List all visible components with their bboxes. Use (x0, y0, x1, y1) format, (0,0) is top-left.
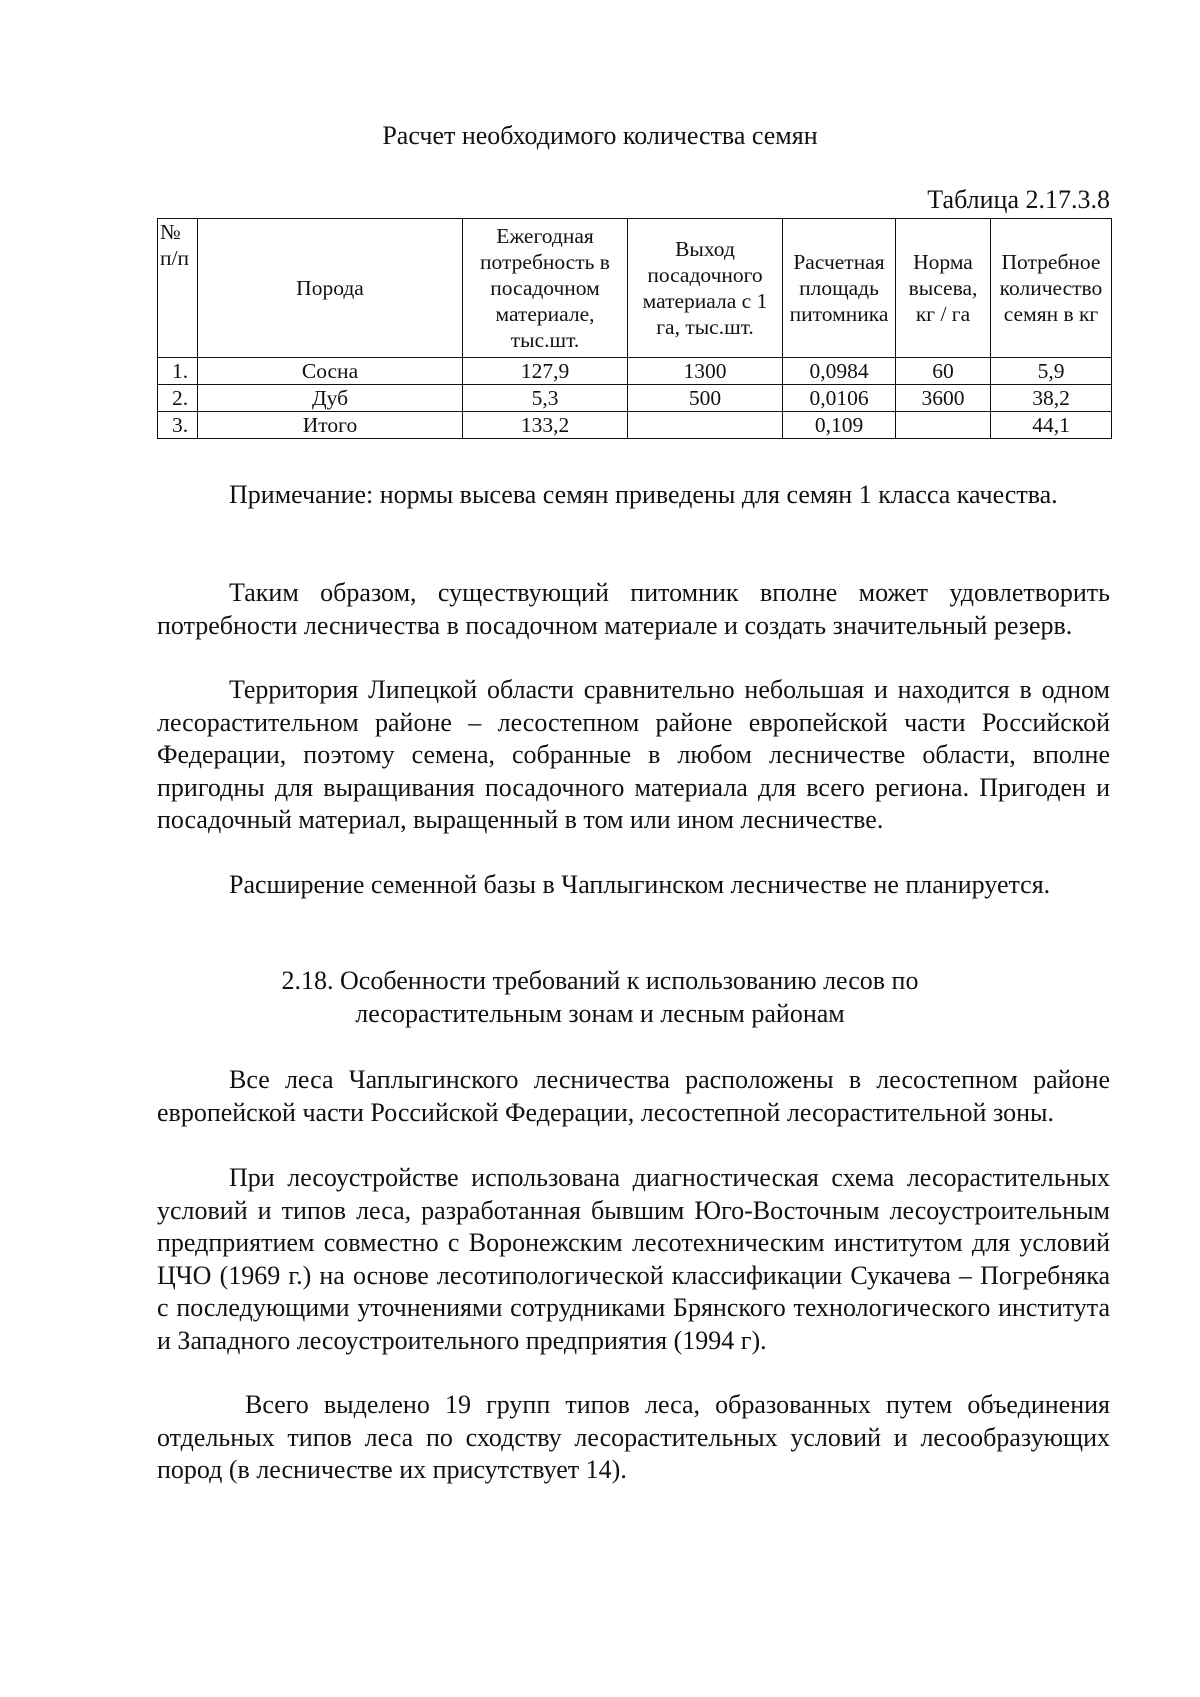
cell-seed-amount: 38,2 (991, 385, 1112, 412)
cell-number: 1. (158, 358, 198, 385)
table-row (158, 385, 1112, 412)
table-row (158, 412, 1112, 439)
cell-nursery-area: 0,109 (783, 412, 896, 439)
cell-number: 2. (158, 385, 198, 412)
table-note: Примечание: нормы высева семян приведены для семян 1 класса качества. (229, 480, 1058, 509)
section-heading (0, 964, 1200, 1030)
cell-annual-need: 5,3 (463, 385, 628, 412)
section-heading-line-2: лесорастительным зонам и лесным районам (355, 999, 845, 1028)
cell-species: Итого (198, 412, 463, 439)
paragraph: Все леса Чаплыгинского лесничества расположены в лесостепном районе европейской части Российской Федерации, лесостепной лесорастительной зоны. (157, 1065, 1110, 1127)
cell-species: Дуб (198, 385, 463, 412)
cell-annual-need: 133,2 (463, 412, 628, 439)
table-header-row (158, 219, 1112, 358)
header-seed-amount: Потребное количество семян в кг (991, 219, 1112, 358)
cell-sowing-rate: 60 (896, 358, 991, 385)
cell-nursery-area: 0,0106 (783, 385, 896, 412)
header-nursery-area: Расчетная площадь питомника (783, 219, 896, 358)
cell-nursery-area: 0,0984 (783, 358, 896, 385)
cell-seed-amount: 5,9 (991, 358, 1112, 385)
section-heading-line-1: 2.18. Особенности требований к использованию лесов по (281, 966, 919, 995)
paragraph: При лесоустройстве использована диагностическая схема лесорастительных условий и типов леса, разработанная бывшим Юго-Восточным лесоустроительным предприятием совместно с Воронежским лесотехническим институтом для условий ЦЧО (1969 г.) на основе лесотипологической классификации Сукачева – Погребняка с последующими уточнениями сотрудниками Брянского технологического института и Западного лесоустроительного предприятия (1994 г). (157, 1163, 1110, 1355)
cell-seed-amount: 44,1 (991, 412, 1112, 439)
header-sowing-rate: Норма высева, кг / га (896, 219, 991, 358)
header-number: № п/п (158, 219, 198, 358)
header-yield-per-ha: Выход посадочного материала с 1 га, тыс.шт. (628, 219, 783, 358)
seed-calculation-table (157, 218, 1112, 439)
cell-yield-per-ha (628, 412, 783, 439)
cell-sowing-rate: 3600 (896, 385, 991, 412)
paragraph: Таким образом, существующий питомник вполне может удовлетворить потребности лесничества в посадочном материале и создать значительный резерв. (157, 578, 1110, 640)
paragraph: Расширение семенной базы в Чаплыгинском лесничестве не планируется. (229, 870, 1051, 899)
cell-species: Сосна (198, 358, 463, 385)
table-row (158, 358, 1112, 385)
cell-yield-per-ha: 1300 (628, 358, 783, 385)
header-species: Порода (198, 219, 463, 358)
cell-yield-per-ha: 500 (628, 385, 783, 412)
table-title: Расчет необходимого количества семян (382, 121, 818, 150)
cell-sowing-rate (896, 412, 991, 439)
paragraph: Территория Липецкой области сравнительно небольшая и находится в одном лесорастительном районе – лесостепном районе европейской части Российской Федерации, поэтому семена, собранные в любом лесничестве области, вполне пригодны для выращивания посадочного материала для всего региона. Пригоден и посадочный материал, выращенный в том или ином лесничестве. (157, 675, 1110, 834)
cell-annual-need: 127,9 (463, 358, 628, 385)
header-annual-need: Ежегодная потребность в посадочном материале, тыс.шт. (463, 219, 628, 358)
paragraph: Всего выделено 19 групп типов леса, образованных путем объединения отдельных типов леса по сходству лесорастительных условий и лесообразующих пород (в лесничестве их присутствует 14). (157, 1390, 1110, 1484)
cell-number: 3. (158, 412, 198, 439)
table-caption: Таблица 2.17.3.8 (927, 185, 1110, 214)
